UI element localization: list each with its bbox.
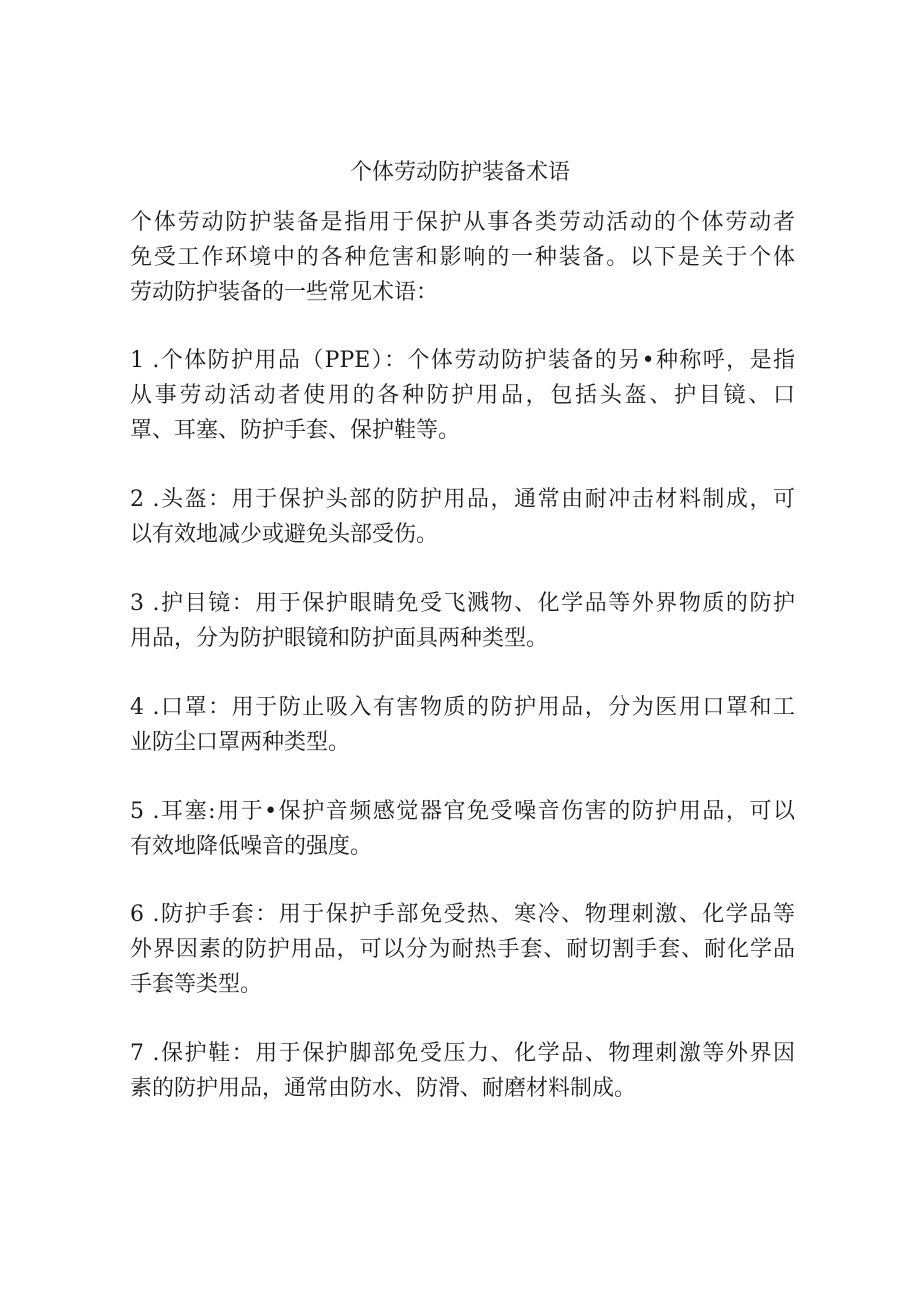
term-line: 7 .保护鞋：用于保护脚部免受压力、化学品、物理刺激等外界因	[130, 1041, 795, 1066]
term-line: 5 .耳塞:用于•保护音频感觉器官免受噪音伤害的防护用品，可以	[130, 799, 795, 824]
intro-line: 劳动防护装备的一些常见术语：	[130, 280, 439, 305]
intro-line: 个体劳动防护装备是指用于保护从事各类劳动活动的个体劳动者	[130, 210, 795, 235]
term-line: 2 .头盔：用于保护头部的防护用品，通常由耐冲击材料制成，可	[130, 487, 795, 512]
term-item-helmet	[130, 482, 795, 552]
term-line: 从事劳动活动者使用的各种防护用品，包括头盔、护目镜、口	[130, 383, 795, 408]
term-item-earplugs	[130, 794, 795, 864]
term-item-goggles	[130, 586, 795, 656]
term-line: 业防尘口罩两种类型。	[130, 730, 351, 755]
term-item-gloves	[130, 897, 795, 1002]
term-line: 3 .护目镜：用于保护眼睛免受飞溅物、化学品等外界物质的防护	[130, 591, 795, 616]
term-line: 4 .口罩：用于防止吸入有害物质的防护用品，分为医用口罩和工	[130, 695, 795, 720]
term-line: 以有效地减少或避免头部受伤。	[130, 522, 439, 547]
term-item-ppe	[130, 343, 795, 448]
term-line: 用品，分为防护眼镜和防护面具两种类型。	[130, 626, 549, 651]
term-line: 6 .防护手套：用于保护手部免受热、寒冷、物理刺激、化学品等	[130, 902, 795, 927]
term-item-mask	[130, 690, 795, 760]
term-item-safety-shoes	[130, 1036, 795, 1106]
term-line: 有效地降低噪音的强度。	[130, 834, 373, 859]
term-line: 手套等类型。	[130, 972, 263, 997]
intro-line: 免受工作环境中的各种危害和影响的一种装备。以下是关于个体	[130, 245, 795, 270]
term-line: 素的防护用品，通常由防水、防滑、耐磨材料制成。	[130, 1076, 637, 1101]
term-line: 罩、耳塞、防护手套、保护鞋等。	[130, 418, 461, 443]
document-title: 个体劳动防护装备术语	[349, 160, 570, 185]
term-line: 外界因素的防护用品，可以分为耐热手套、耐切割手套、耐化学品	[130, 937, 795, 962]
intro-paragraph	[130, 205, 795, 310]
term-line: 1 .个体防护用品（PPE）：个体劳动防护装备的另•种称呼，是指	[130, 348, 795, 373]
